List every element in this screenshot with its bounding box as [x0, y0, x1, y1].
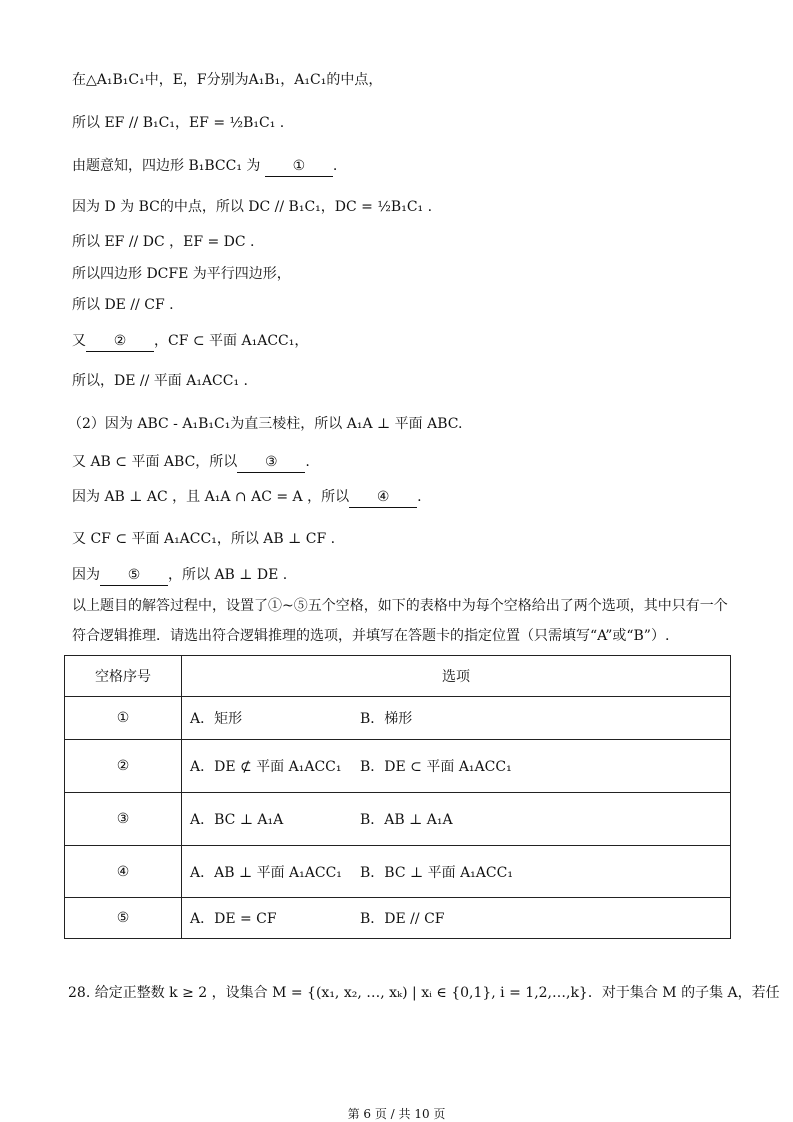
options-cell: [182, 898, 731, 939]
text-line: （2）因为 ABC - A₁B₁C₁为直三棱柱，所以 A₁A ⊥ 平面 ABC.: [68, 416, 463, 432]
period: .: [305, 454, 310, 470]
text: 因为 AB ⊥ AC ，且 A₁A ∩ AC = A ，所以: [72, 489, 350, 505]
question-28: 28. 给定正整数 k ≥ 2 ，设集合 M = {(x₁, x₂, …, xₖ) | xᵢ ∈ {0,1}, i = 1,2,…,k}．对于集合 M 的子集 A，若任: [68, 985, 780, 1001]
blank-number: ③: [65, 793, 182, 846]
page-footer: 第 6 页 / 共 10 页: [347, 1107, 446, 1121]
option-a: A．DE ⊄ 平面 A₁ACC₁: [190, 759, 342, 775]
table-row: [65, 898, 731, 939]
option-b: B．BC ⊥ 平面 A₁ACC₁: [360, 864, 513, 881]
text-line: 所以四边形 DCFE 为平行四边形，: [72, 266, 291, 282]
table-row: [65, 793, 731, 846]
text-line: 又 CF ⊂ 平面 A₁ACC₁，所以 AB ⊥ CF .: [72, 531, 336, 547]
options-cell: [182, 793, 731, 846]
text-line: 所以 EF // B₁C₁，EF = ½B₁C₁ .: [72, 115, 285, 131]
blank-3: ③: [237, 452, 305, 473]
options-cell: [182, 697, 731, 740]
option-b: B．DE // CF: [360, 911, 445, 927]
text: 又: [72, 333, 86, 349]
text-line: 所以 DE // CF .: [72, 297, 174, 313]
blank-2: ②: [86, 331, 154, 352]
blank-5: ⑤: [100, 565, 168, 586]
text: 因为: [72, 567, 100, 583]
text-line: 在△A₁B₁C₁中，E，F分别为A₁B₁，A₁C₁的中点，: [72, 72, 383, 88]
text-line: 因为 D 为 BC的中点，所以 DC // B₁C₁，DC = ½B₁C₁ .: [72, 199, 433, 215]
options-table: [64, 655, 731, 939]
table-row: [65, 697, 731, 740]
table-header-row: [65, 656, 731, 697]
text-line-blank-2: [72, 331, 308, 352]
text-line: 所以，DE // 平面 A₁ACC₁ .: [72, 373, 248, 389]
blank-number: ②: [65, 740, 182, 793]
blank-number: ⑤: [65, 898, 182, 939]
header-options: 选项: [182, 656, 731, 697]
text: 由题意知，四边形 B₁BCC₁ 为: [72, 158, 261, 174]
text-line: 所以 EF // DC ，EF = DC .: [72, 234, 255, 250]
text: ，所以 AB ⊥ DE .: [168, 567, 288, 583]
blank-number: ①: [65, 697, 182, 740]
text-line-blank-5: [72, 565, 287, 586]
blank-1: ①: [265, 156, 333, 177]
options-cell: [182, 846, 731, 898]
header-blank-number: 空格序号: [65, 656, 182, 697]
option-a: A．DE = CF: [190, 911, 277, 927]
text-line-blank-4: [72, 487, 422, 508]
text: ，CF ⊂ 平面 A₁ACC₁，: [154, 333, 309, 349]
period: .: [332, 158, 338, 174]
period: .: [417, 489, 422, 505]
text-line-blank-3: [72, 452, 310, 473]
text-line: 以上题目的解答过程中，设置了①~⑤五个空格，如下的表格中为每个空格给出了两个选项，其中只有一个: [72, 598, 728, 614]
text-line-blank-1: [72, 156, 337, 177]
option-a: A．BC ⊥ A₁A: [190, 812, 284, 828]
option-a: A．AB ⊥ 平面 A₁ACC₁: [190, 864, 342, 881]
table-row: [65, 846, 731, 898]
blank-4: ④: [349, 487, 417, 508]
blank-number: ④: [65, 846, 182, 898]
option-a: A．矩形: [190, 711, 243, 727]
table-row: [65, 740, 731, 793]
options-cell: [182, 740, 731, 793]
text: 又 AB ⊂ 平面 ABC，所以: [72, 454, 238, 470]
option-b: B．梯形: [360, 711, 413, 727]
option-b: B．AB ⊥ A₁A: [360, 812, 453, 828]
text-line: 符合逻辑推理．请选出符合逻辑推理的选项，并填写在答题卡的指定位置（只需填写“A”或“B”）.: [72, 628, 670, 644]
option-b: B．DE ⊂ 平面 A₁ACC₁: [360, 759, 512, 775]
